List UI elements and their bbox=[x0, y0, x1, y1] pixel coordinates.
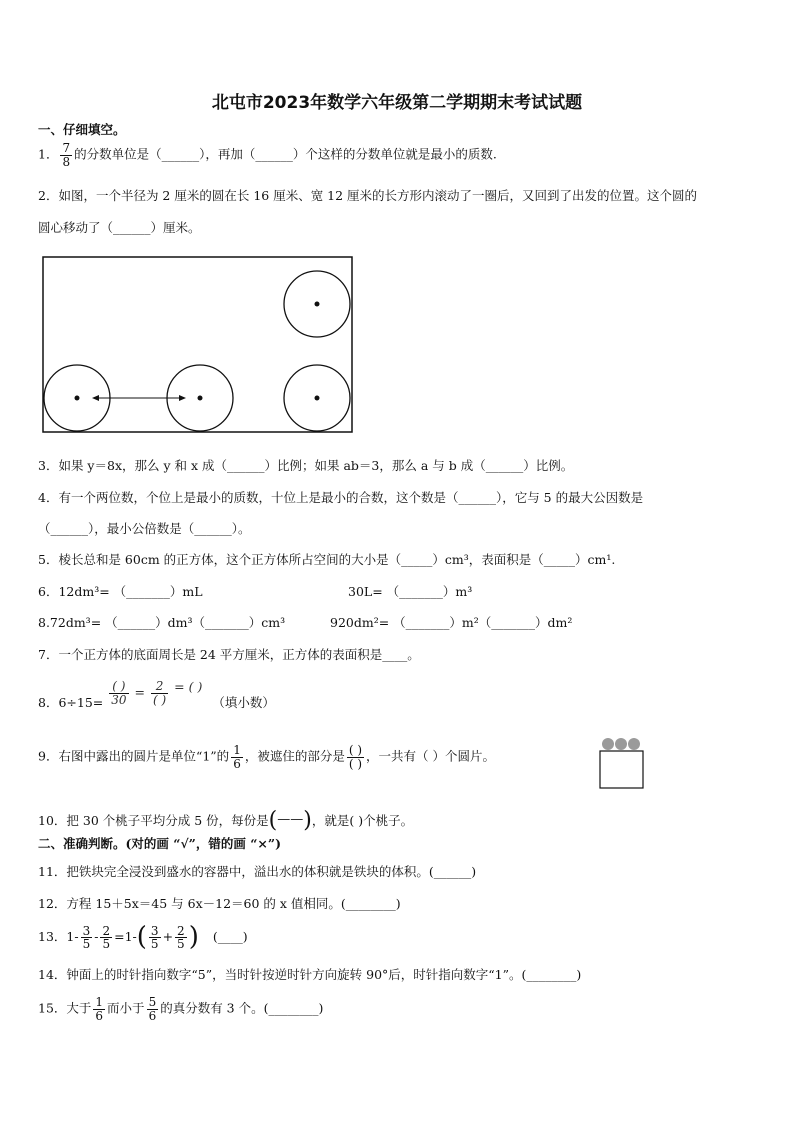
coin-2 bbox=[615, 738, 627, 750]
arrow-head-left bbox=[92, 395, 99, 401]
q15-text-a: 15．大于 bbox=[38, 1000, 92, 1016]
arrow-head-right bbox=[179, 395, 186, 401]
q10-text-b: ，就是( )个桃子。 bbox=[311, 813, 414, 828]
q13-mid: =1- bbox=[114, 929, 137, 945]
question-8 bbox=[38, 678, 275, 710]
q8-equals-2: = ( ) bbox=[174, 678, 203, 694]
q8-fraction-2: $\frac{2}{( )}$ bbox=[152, 679, 167, 707]
question-5: 5．棱长总和是 60cm 的正方体，这个正方体所占空间的大小是（_____）cm³，表面积是（_____）cm¹. bbox=[38, 552, 616, 567]
q9-text-b: ，被遮住的部分是 bbox=[244, 748, 345, 764]
covered-coins-figure bbox=[598, 736, 646, 790]
q15-text-c: 的真分数有 3 个。(________) bbox=[160, 1000, 324, 1016]
question-3: 3．如果 y＝8x，那么 y 和 x 成（______）比例；如果 ab＝3，那么 a 与 b 成（______）比例。 bbox=[38, 458, 574, 473]
q13-close-paren: ) bbox=[188, 922, 199, 952]
center-dot-bottom-right bbox=[315, 396, 320, 401]
question-15 bbox=[38, 996, 323, 1022]
question-9 bbox=[38, 744, 495, 770]
question-6a: 6．12dm³= （_______）mL bbox=[38, 584, 203, 599]
question-7: 7．一个正方体的底面周长是 24 平方厘米，正方体的表面积是____。 bbox=[38, 647, 420, 662]
q1-fraction: $\frac{7}{8}$ bbox=[62, 141, 71, 169]
coin-1 bbox=[602, 738, 614, 750]
q9-text-a: 9．右图中露出的圆片是单位“1”的 bbox=[38, 748, 230, 764]
question-11: 11．把铁块完全浸没到盛水的容器中，溢出水的体积就是铁块的体积。(______) bbox=[38, 864, 477, 879]
q8-fraction-1: $\frac{( )}{30}$ bbox=[111, 679, 127, 707]
center-dot-bottom-left bbox=[75, 396, 80, 401]
figure-rectangle bbox=[43, 257, 352, 432]
q13-open-paren: ( bbox=[136, 922, 147, 952]
q13-fraction-1: $\frac{3}{5}$ bbox=[82, 923, 91, 952]
q13-fraction-2: $\frac{2}{5}$ bbox=[102, 923, 111, 952]
q8-number: 8．6÷15= bbox=[38, 694, 104, 710]
q15-text-b: 而小于 bbox=[107, 1000, 145, 1016]
q10-text-a: 10．把 30 个桃子平均分成 5 份，每份是 bbox=[38, 813, 269, 828]
q9-fraction-2: $\frac{( )}{( )}$ bbox=[348, 743, 363, 771]
question-6d: 920dm²= （_______）m²（_______）dm² bbox=[330, 615, 573, 630]
question-4-line-2: （______），最小公倍数是（______）。 bbox=[38, 521, 251, 536]
q15-fraction-2: $\frac{5}{6}$ bbox=[148, 995, 157, 1023]
question-12: 12．方程 15＋5x＝45 与 6x－12＝60 的 x 值相同。(________) bbox=[38, 896, 401, 911]
section-1-heading: 一、仔细填空。 bbox=[38, 122, 126, 137]
q8-equals-1: = bbox=[134, 684, 145, 700]
q13-plus: + bbox=[162, 929, 174, 945]
page-title: 北屯市2023年数学六年级第二学期期末考试试题 bbox=[211, 93, 583, 113]
center-dot-top-right bbox=[315, 302, 320, 307]
q13-number: 13．1- bbox=[38, 929, 79, 945]
question-2-line-1: 2．如图，一个半径为 2 厘米的圆在长 16 厘米、宽 12 厘米的长方形内滚动了一圈后，又回到了出发的位置。这个圆的 bbox=[38, 188, 698, 203]
question-1 bbox=[38, 142, 497, 168]
q13-answer: (____) bbox=[212, 929, 248, 945]
coin-3 bbox=[628, 738, 640, 750]
question-2-line-2: 圆心移动了（______）厘米。 bbox=[38, 220, 201, 235]
center-dot-bottom-middle bbox=[198, 396, 203, 401]
question-13 bbox=[38, 922, 248, 953]
q13-fraction-3: $\frac{3}{5}$ bbox=[150, 923, 159, 952]
q13-minus: - bbox=[94, 929, 99, 945]
q10-paren-fraction: (——) bbox=[268, 808, 312, 833]
question-10 bbox=[38, 806, 413, 832]
section-2-heading: 二、准确判断。(对的画 “√”，错的画 “×”) bbox=[38, 836, 281, 851]
cover-box bbox=[600, 751, 643, 788]
question-6b: 30L= （_______）m³ bbox=[348, 584, 473, 599]
q1-number: 1． bbox=[38, 146, 59, 162]
q9-fraction-1: $\frac{1}{6}$ bbox=[233, 743, 241, 771]
q1-text: 的分数单位是（______），再加（______）个这样的分数单位就是最小的质数. bbox=[74, 146, 497, 162]
q13-fraction-4: $\frac{2}{5}$ bbox=[177, 923, 185, 952]
q15-fraction-1: $\frac{1}{6}$ bbox=[95, 995, 104, 1023]
question-4-line-1: 4．有一个两位数，个位上是最小的质数，十位上是最小的合数，这个数是（______），它与 5 的最大公因数是 bbox=[38, 490, 644, 505]
q9-text-c: ，一共有（ ）个圆片。 bbox=[366, 748, 496, 764]
question-14: 14．钟面上的时针指向数字“5”，当时针按逆时针方向旋转 90°后，时针指向数字“1”。(________) bbox=[38, 967, 582, 982]
rectangle-circles-figure bbox=[42, 256, 354, 434]
question-6c: 8.72dm³= （______）dm³（_______）cm³ bbox=[38, 615, 286, 630]
q8-tail: （填小数） bbox=[212, 694, 275, 710]
